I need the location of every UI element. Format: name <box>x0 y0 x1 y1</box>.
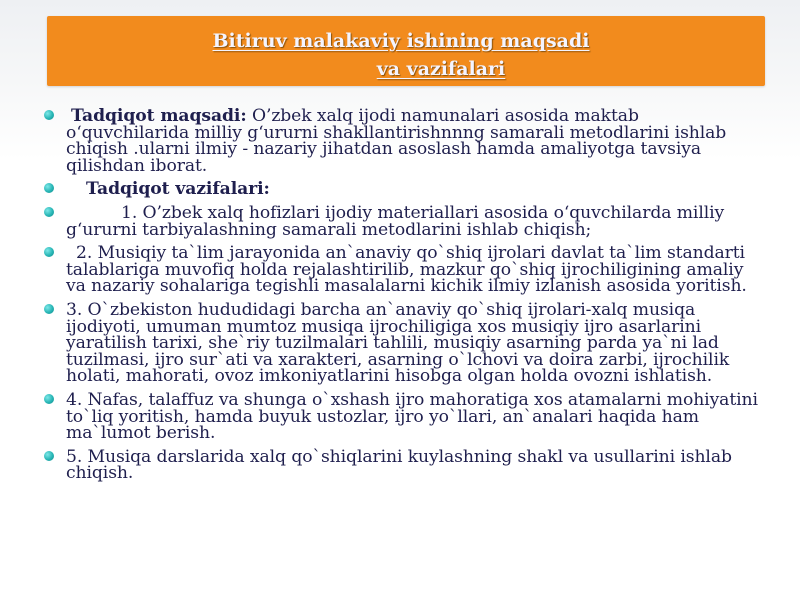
slide-title-line-1: Bitiruv malakaviy ishining maqsadi <box>212 30 590 52</box>
item-text: 1. O’zbek xalq hofizlari ijodiy materiallari asosida o‘quvchilarda milliy g‘ururni tarbiyalashning samarali metodlarini ishlab chiqish; <box>66 202 725 240</box>
slide-title-line-2: va vazifalari <box>376 58 506 80</box>
item-text: 4. Nafas, talaffuz va shunga o`xshash ijro mahoratiga xos atamalarni mohiyatini to`liq yoritish, hamda buyuk ustozlar, ijro yo`llari, an`analari haqida ham ma`lumot berish. <box>66 389 758 444</box>
bullet-icon <box>44 207 54 217</box>
bullet-icon <box>44 183 54 193</box>
list-item-task-3 <box>44 299 764 387</box>
list-item-task-4 <box>44 389 764 444</box>
bullet-icon <box>44 394 54 404</box>
item-text: 3. O`zbekiston hududidagi barcha an`anaviy qo`shiq ijrolari-xalq musiqa ijodiyoti, umuman mumtoz musiqa ijrochiligiga xos musiqiy ijro asarlarini yaratilish tarixi, she`riy tuzilmalari tahlili, musiqiy asarning parda ya`ni lad tuzilmasi, ijro sur`ati va xarakteri, asarning o`lchovi va doira zarbi, ijrochilik holati, mahorati, ovoz imkoniyatlarini hisobga olgan holda ovozni ishlatish. <box>66 299 730 387</box>
item-text: O’zbek xalq ijodi namunalari asosida maktab o‘quvchilarida milliy g‘ururni shakllantirishnnng samarali metodlarini ishlab chiqish .ularni ilmiy - nazariy jihatdan asoslash hamda amaliyotga tavsiya qilishdan iborat. <box>66 106 727 176</box>
item-text: 5. Musiqa darslarida xalq qo`shiqlarini kuylashning shakl va usullarini ishlab chiqish. <box>66 446 732 484</box>
list-item-task-1 <box>44 202 764 240</box>
bullet-icon <box>44 110 54 120</box>
list-item-research-goal <box>44 108 764 174</box>
item-lead: Tadqiqot maqsadi: <box>71 106 247 126</box>
list-item-research-tasks <box>44 181 764 198</box>
title-banner <box>47 16 765 86</box>
bullet-list <box>44 108 764 489</box>
item-lead: Tadqiqot vazifalari: <box>86 179 270 200</box>
list-item-task-2 <box>44 245 764 295</box>
list-item-task-5 <box>44 446 764 484</box>
bullet-icon <box>44 451 54 461</box>
item-text: 2. Musiqiy ta`lim jarayonida an`anaviy qo`shiq ijrolari davlat ta`lim standarti talablariga muvofiq holda rejalashtirilib, mazkur qo`shiq ijrochiligining amaliy va nazariy sohalariga tegishli masalalarni kichik ilmiy izlanish asosida yoritish. <box>66 243 747 297</box>
bullet-icon <box>44 304 54 314</box>
bullet-icon <box>44 247 54 257</box>
